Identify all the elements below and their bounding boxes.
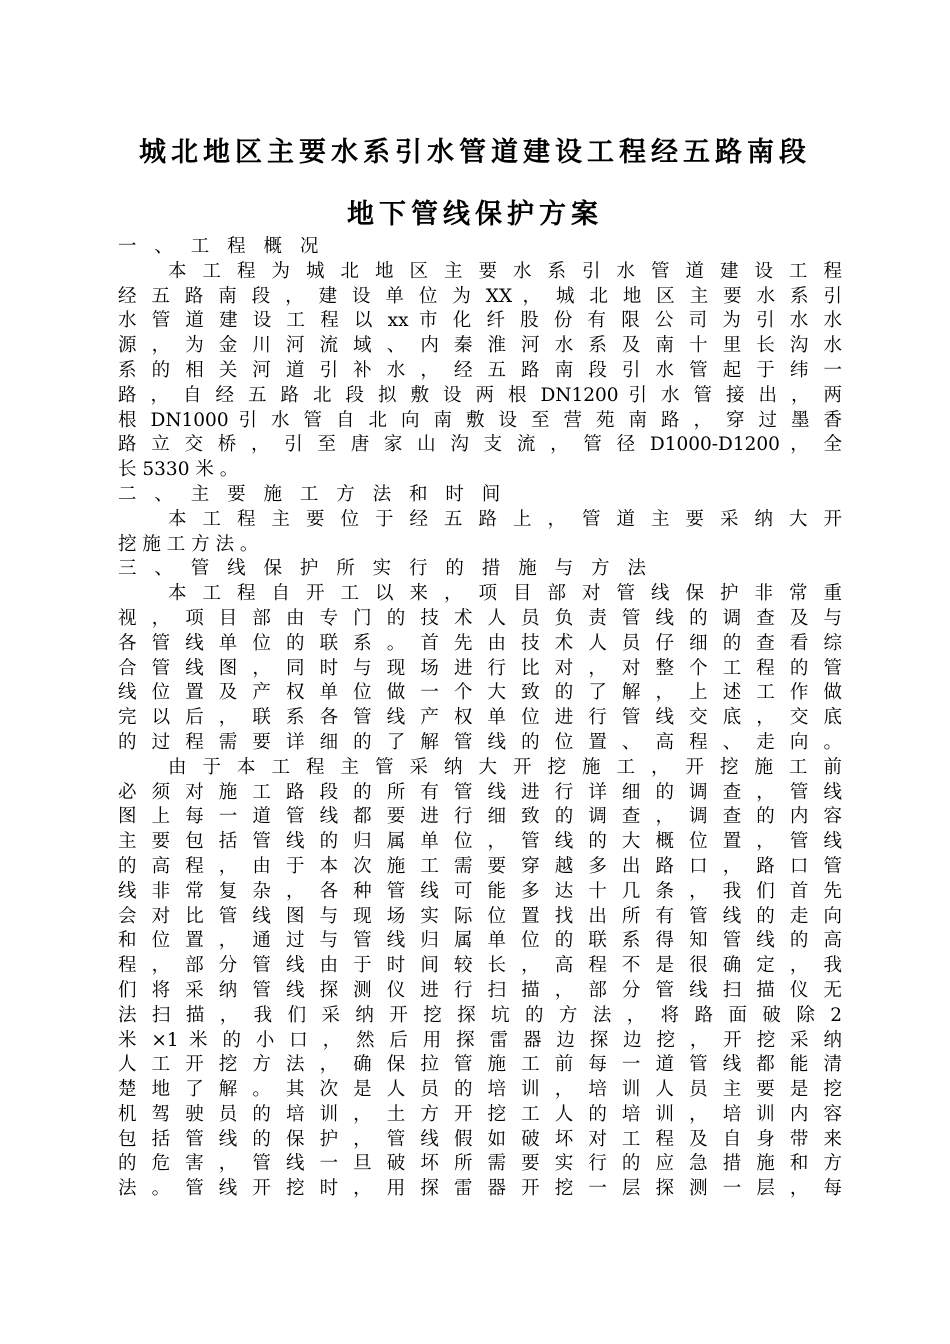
text-line: 法 扫 描 ， 我 们 采 纳 开 挖 探 坑 的 方 法 ， 将 路 面 破 除 2: [118, 1004, 842, 1026]
text-line: 源 ， 为 金 川 河 流 域 、 内 秦 淮 河 水 系 及 南 十 里 长 沟 水: [118, 335, 842, 357]
text-line: 人 工 开 挖 方 法 ， 确 保 拉 管 施 工 前 每 一 道 管 线 都 能 清: [118, 1054, 842, 1076]
document-body: [118, 235, 842, 1202]
text-line: 图 上 每 一 道 管 线 都 要 进 行 细 致 的 调 查 ， 调 查 的 内 容: [118, 806, 842, 828]
text-line: 本 工 程 为 城 北 地 区 主 要 水 系 引 水 管 道 建 设 工 程: [168, 260, 842, 282]
text-line: 完 以 后 ， 联 系 各 管 线 产 权 单 位 进 行 管 线 交 底 ， 交 底: [118, 707, 842, 729]
text-line: 必 须 对 施 工 路 段 的 所 有 管 线 进 行 详 细 的 调 查 ， 管 线: [118, 781, 842, 803]
text-line: 水 管 道 建 设 工 程 以 xx 市 化 纤 股 份 有 限 公 司 为 引 水 水: [118, 310, 842, 332]
section-heading-3: 三 、 管 线 保 护 所 实 行 的 措 施 与 方 法: [118, 558, 652, 580]
text-line: 法 。 管 线 开 挖 时 ， 用 探 雷 器 开 挖 一 层 探 测 一 层 ， 每: [118, 1178, 842, 1200]
text-line: 的 高 程 ， 由 于 本 次 施 工 需 要 穿 越 多 出 路 口 ， 路 口 管: [118, 855, 842, 877]
text-line: 包 括 管 线 的 保 护 ， 管 线 假 如 破 坏 对 工 程 及 自 身 带 来: [118, 1128, 842, 1150]
document-title-line-1: 城北地区主要水系引水管道建设工程经五路南段: [139, 137, 811, 168]
text-line: 本 工 程 主 要 位 于 经 五 路 上 ， 管 道 主 要 采 纳 大 开: [168, 508, 842, 530]
text-line: 的 过 程 需 要 详 细 的 了 解 管 线 的 位 置 、 高 程 、 走 向 。: [118, 731, 842, 753]
text-line: 根 DN1000 引 水 管 自 北 向 南 敷 设 至 营 苑 南 路 ， 穿 过 墨 香: [118, 409, 842, 431]
text-line: 各 管 线 单 位 的 联 系 。 首 先 由 技 术 人 员 仔 细 的 查 看 综: [118, 632, 842, 654]
text-line: 系 的 相 关 河 道 引 补 水 ， 经 五 路 南 段 引 水 管 起 于 纬 一: [118, 359, 842, 381]
text-line: 米 ×1 米 的 小 口 ， 然 后 用 探 雷 器 边 探 边 挖 ， 开 挖 采 纳: [118, 1029, 842, 1051]
text-line: 视 ， 项 目 部 由 专 门 的 技 术 人 员 负 责 管 线 的 调 查 及 与: [118, 607, 842, 629]
text-line: 们 将 采 纳 管 线 探 测 仪 进 行 扫 描 ， 部 分 管 线 扫 描 仪 无: [118, 979, 842, 1001]
text-line: 经 五 路 南 段 ， 建 设 单 位 为 XX ， 城 北 地 区 主 要 水 系 引: [118, 285, 842, 307]
text-line: 线 非 常 复 杂 ， 各 种 管 线 可 能 多 达 十 几 条 ， 我 们 首 先: [118, 880, 842, 902]
text-line: 挖 施 工 方 法 。: [118, 533, 259, 555]
text-line: 会 对 比 管 线 图 与 现 场 实 际 位 置 找 出 所 有 管 线 的 走 向: [118, 905, 842, 927]
text-line: 线 位 置 及 产 权 单 位 做 一 个 大 致 的 了 解 ， 上 述 工 作 做: [118, 682, 842, 704]
text-line: 由 于 本 工 程 主 管 采 纳 大 开 挖 施 工 ， 开 挖 施 工 前: [168, 756, 842, 778]
section-heading-2: 二 、 主 要 施 工 方 法 和 时 间: [118, 483, 507, 505]
text-line: 合 管 线 图 ， 同 时 与 现 场 进 行 比 对 ， 对 整 个 工 程 的 管: [118, 657, 842, 679]
text-line: 路 ， 自 经 五 路 北 段 拟 敷 设 两 根 DN1200 引 水 管 接 出 ， 两: [118, 384, 842, 406]
text-line: 程 ， 部 分 管 线 由 于 时 间 较 长 ， 高 程 不 是 很 确 定 ， 我: [118, 955, 842, 977]
text-line: 的 危 害 ， 管 线 一 旦 破 坏 所 需 要 实 行 的 应 急 措 施 和 方: [118, 1153, 842, 1175]
text-line: 楚 地 了 解 。 其 次 是 人 员 的 培 训 ， 培 训 人 员 主 要 是 挖: [118, 1079, 842, 1101]
text-line: 和 位 置 ， 通 过 与 管 线 归 属 单 位 的 联 系 得 知 管 线 的 高: [118, 930, 842, 952]
document-title-line-2: 地下管线保护方案: [347, 199, 603, 230]
text-line: 本 工 程 自 开 工 以 来 ， 项 目 部 对 管 线 保 护 非 常 重: [168, 583, 842, 605]
text-line: 路 立 交 桥 ， 引 至 唐 家 山 沟 支 流 ， 管 径 D1000-D1200 ， 全: [118, 434, 842, 456]
text-line: 机 驾 驶 员 的 培 训 ， 土 方 开 挖 工 人 的 培 训 ， 培 训 内 容: [118, 1103, 842, 1125]
section-heading-1: 一 、 工 程 概 况: [118, 236, 325, 257]
text-line: 长 5330 米 。: [118, 459, 239, 481]
text-line: 主 要 包 括 管 线 的 归 属 单 位 ， 管 线 的 大 概 位 置 ， 管 线: [118, 831, 842, 853]
